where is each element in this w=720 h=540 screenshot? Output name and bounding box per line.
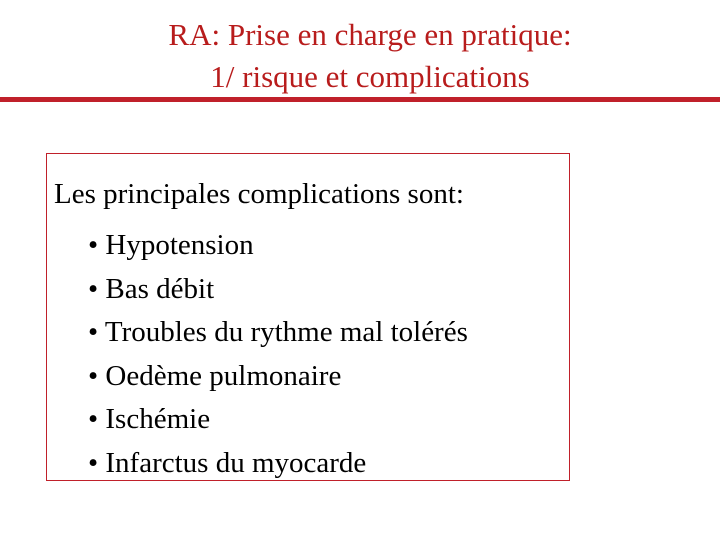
- slide-title-line-2: 1/ risque et complications: [210, 59, 530, 94]
- title-divider: [0, 97, 720, 102]
- complications-list: [88, 224, 468, 485]
- list-item: • Troubles du rythme mal tolérés: [88, 316, 468, 348]
- slide-title: [0, 14, 720, 98]
- list-item: • Ischémie: [88, 403, 211, 435]
- slide-title-line-1: RA: Prise en charge en pratique:: [168, 17, 572, 52]
- list-item: • Hypotension: [88, 229, 254, 261]
- list-item: • Bas débit: [88, 272, 215, 305]
- list-item: • Oedème pulmonaire: [88, 359, 342, 392]
- list-item: • Infarctus du myocarde: [88, 446, 367, 479]
- complications-intro: Les principales complications sont:: [54, 178, 464, 210]
